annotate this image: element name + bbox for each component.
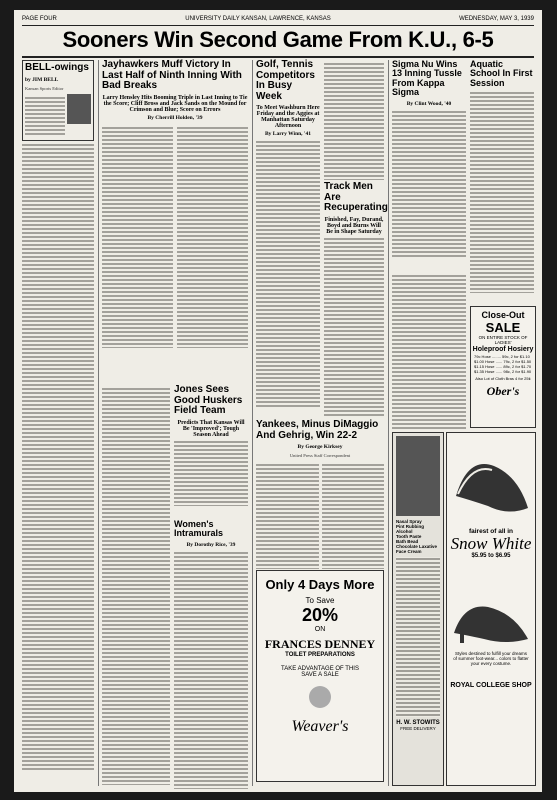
- hosiery-ad: [470, 306, 536, 428]
- hosiery-price-line: $1.35 Hose ...... 98c, 2 for $1.90: [474, 369, 532, 374]
- page-number: PAGE FOUR: [22, 16, 57, 22]
- banner-rule: [22, 56, 534, 58]
- sigma-nu-text: [392, 110, 466, 258]
- shoe-ad-h2: Snow White: [450, 534, 532, 553]
- drug-item: Nasal Spray: [396, 519, 422, 524]
- ad-hosiery-store: Ober's: [486, 384, 520, 398]
- ad-denney-brand: FRANCES DENNEY: [264, 637, 376, 651]
- ad-hosiery-prices: [471, 354, 535, 374]
- golf-deck: To Meet Washburn Here Friday and the Aggies at Manhattan Saturday Afternoon: [256, 105, 320, 129]
- column-divider: [252, 60, 253, 786]
- column-text: [25, 96, 65, 136]
- intramurals-byline: By Dorothy Rice, '39: [186, 541, 236, 548]
- drugstore-note: FREE DELIVERY: [400, 726, 436, 731]
- jones-story: [174, 385, 248, 508]
- sigma-nu-continued: [392, 272, 466, 432]
- bellowings-box: [22, 60, 94, 141]
- intramurals-story: [174, 520, 248, 791]
- track-deck: Finished, Fay, Durand, Boyd and Burns Will Be in Shape Saturday: [324, 216, 384, 235]
- ad-denney-store: Weaver's: [291, 718, 349, 735]
- golf-continued: [324, 60, 384, 182]
- golf-story: [256, 60, 320, 410]
- drug-item: Face Cream: [396, 549, 422, 554]
- drug-item: Chocolate Laxative: [396, 544, 438, 549]
- column-body-text: [22, 143, 94, 771]
- drug-item: Bath Bead: [396, 539, 419, 544]
- golf-text-continued: [324, 62, 384, 180]
- column-divider: [388, 60, 389, 786]
- yankees-byline: By George Kirksey: [297, 444, 343, 450]
- yankees-text-right: [322, 463, 385, 569]
- golf-byline: By Larry Winn, '41: [265, 131, 311, 137]
- drug-item: Pint Rubbing Alcohol: [396, 524, 424, 534]
- ad-denney-on: ON: [314, 626, 326, 633]
- ad-denney-top: Only 4 Days More: [265, 577, 375, 592]
- golf-text: [256, 140, 320, 408]
- columnist-photo: [67, 94, 91, 124]
- aquatic-text: [470, 91, 534, 293]
- newspaper-page: [14, 10, 542, 792]
- sigma-nu-byline: By Clint Wood, '40: [406, 100, 452, 107]
- issue-date: WEDNESDAY, MAY 3, 1939: [459, 16, 534, 22]
- shoe-ad-price: $5.95 to $6.95: [471, 553, 511, 559]
- shoe-top-image: [448, 436, 534, 526]
- drugstore-brand: H. W. STOWITS: [396, 720, 440, 726]
- hosiery-price-line: $1.15 Hose ...... 89c, 2 for $1.70: [474, 364, 532, 369]
- track-text: [324, 237, 384, 417]
- ad-hosiery-h2: SALE: [485, 320, 521, 335]
- jayhawkers-byline: By Cherrill Holden, '39: [147, 114, 203, 121]
- intramurals-headline: Women's Intramurals: [174, 519, 224, 539]
- drugstore-ad-image: [396, 436, 440, 516]
- hosiery-price-line: 79c Hose ........ 59c, 2 for $1.10: [474, 354, 530, 359]
- shoe-ad-tagline: Styles destined to fulfill your dreams of summer foot-wear... colors to flatter your every costume.: [453, 651, 529, 666]
- aquatic-story: [470, 60, 534, 295]
- jones-deck: Predicts That Kansas Will Be 'Improved'; Tough Season Ahead: [177, 419, 245, 438]
- sigma-nu-story: [392, 60, 466, 260]
- yankees-org: United Press Staff Correspondent: [289, 453, 351, 458]
- folio-line: [22, 16, 534, 26]
- ad-denney-percent: 20%: [301, 605, 339, 625]
- drugstore-ad-listing: [396, 557, 440, 717]
- shoe-ad-store: ROYAL COLLEGE SHOP: [450, 682, 532, 689]
- yankees-headline: Yankees, Minus DiMaggio And Gehrig, Win 22-2: [256, 419, 379, 441]
- column-byline: by JIM BELL: [25, 76, 59, 83]
- jayhawkers-continued: [102, 385, 170, 787]
- frances-denney-ad: [256, 570, 384, 782]
- jayhawkers-text-left: [102, 126, 173, 348]
- sigma-nu-headline: Sigma Nu Wins 13 Inning Tussle From Kappa Sigma: [392, 59, 462, 98]
- jones-text: [174, 440, 248, 506]
- yankees-story: [256, 420, 384, 571]
- column-divider: [98, 60, 99, 786]
- banner-headline: Sooners Win Second Game From K.U., 6-5: [62, 27, 494, 52]
- track-headline: Track Men Are Recuperating: [324, 181, 388, 213]
- ad-hosiery-h3: ON ENTIRE STOCK OF LADIES': [478, 335, 528, 345]
- shoe-ad-h1: fairest of all in: [468, 528, 514, 535]
- drug-item: Tooth Paste: [396, 534, 422, 539]
- shoe-bottom-image: [448, 563, 534, 649]
- jayhawkers-story: [102, 60, 248, 350]
- yankees-text-left: [256, 463, 319, 569]
- hosiery-price-line: $1.00 Hose ...... 79c, 2 for $1.50: [474, 359, 532, 364]
- aquatic-headline: Aquatic School In First Session: [470, 59, 533, 88]
- ad-denney-save: To Save: [305, 596, 335, 605]
- cosmetic-jar-icon: [309, 686, 331, 708]
- intramurals-text: [174, 551, 248, 789]
- drugstore-ad: [392, 432, 444, 786]
- track-story: [324, 181, 388, 419]
- sigma-nu-text-continued: [392, 274, 466, 430]
- ad-hosiery-note: Also Lot of Cloth Bras 4 for 25¢: [475, 376, 531, 381]
- bellowings-column: [22, 60, 94, 773]
- ad-hosiery-h4: Holeproof Hosiery: [472, 346, 534, 353]
- jayhawkers-deck: Larry Hensley Hits Booming Triple in Last Inning to Tie the Score; Cliff Bross and Jack Sands on the Mound for Crimson and Blue; Score on Errors: [102, 94, 248, 113]
- royal-college-shop-ad: [446, 432, 536, 786]
- jayhawkers-text-right: [177, 126, 248, 348]
- column-role: Kansan Sports Editor: [25, 85, 64, 91]
- golf-headline: Golf, Tennis Competitors In Busy Week: [256, 59, 315, 102]
- ad-hosiery-h1: Close-Out: [481, 310, 525, 320]
- ad-denney-product: TOILET PREPARATIONS: [285, 652, 355, 658]
- jayhawkers-text-continued: [102, 387, 170, 785]
- column-title: BELL-owings: [25, 62, 89, 73]
- masthead-name: UNIVERSITY DAILY KANSAN, LAWRENCE, KANSAS: [185, 16, 331, 22]
- jayhawkers-headline: Jayhawkers Muff Victory In Last Half of Ninth Inning With Bad Breaks: [102, 59, 242, 91]
- jones-headline: Jones Sees Good Huskers Field Team: [174, 384, 243, 416]
- ad-denney-cta: TAKE ADVANTAGE OF THIS SAVE A SALE: [281, 666, 359, 678]
